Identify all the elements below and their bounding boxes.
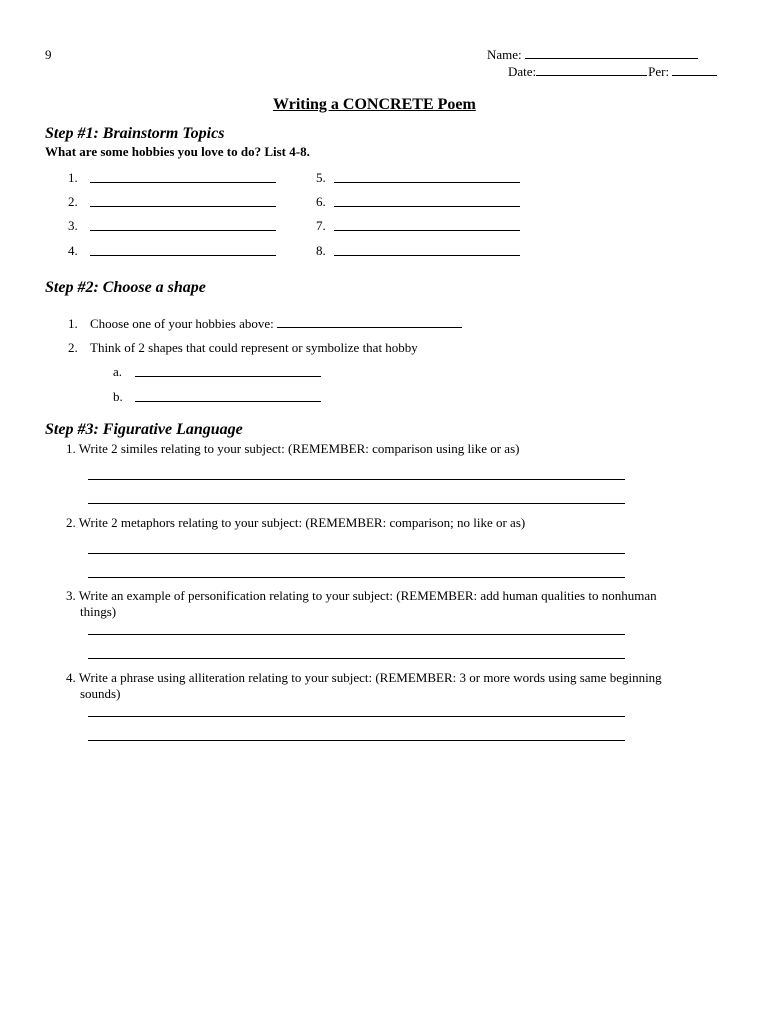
item-text: Choose one of your hobbies above: (90, 316, 274, 331)
list-item-number: 8. (316, 243, 326, 258)
name-blank[interactable] (525, 47, 698, 59)
list-item-number: 7. (316, 218, 326, 233)
answer-line[interactable] (88, 503, 625, 504)
answer-line[interactable] (88, 634, 625, 635)
item-text: Think of 2 shapes that could represent or symbolize that hobby (90, 340, 418, 355)
question-text: 2. Write 2 metaphors relating to your subject: (REMEMBER: comparison; no like or as) (66, 515, 526, 530)
date-blank[interactable] (536, 64, 647, 76)
step2-item-1 (68, 316, 462, 331)
name-field[interactable] (487, 47, 698, 62)
list-item-number: 6. (316, 194, 326, 209)
item-number: 2. (68, 340, 78, 355)
shape-blank-a[interactable] (135, 376, 321, 377)
hobby-blank-5[interactable] (334, 182, 520, 183)
item-number: 1. (68, 316, 78, 331)
answer-line[interactable] (88, 553, 625, 554)
name-label: Name: (487, 47, 522, 62)
hobby-blank-4[interactable] (90, 255, 276, 256)
hobby-blank-7[interactable] (334, 230, 520, 231)
step3-heading: Step #3: Figurative Language (45, 421, 243, 438)
hobby-blank-1[interactable] (90, 182, 276, 183)
hobby-blank-2[interactable] (90, 206, 276, 207)
per-blank[interactable] (672, 64, 717, 76)
chosen-hobby-blank[interactable] (277, 316, 462, 328)
per-label: Per: (648, 64, 670, 79)
list-item-number: 2. (68, 194, 78, 209)
page-title: Writing a CONCRETE Poem (273, 96, 476, 113)
sub-item-label: a. (113, 364, 123, 379)
question-text: 1. Write 2 similes relating to your subject: (REMEMBER: comparison using like or as) (66, 441, 520, 456)
question-text: 3. Write an example of personification relating to your subject: (REMEMBER: add human qualities to nonhuman (66, 588, 657, 603)
date-per-field[interactable] (508, 64, 717, 79)
answer-line[interactable] (88, 479, 625, 480)
step1-prompt: What are some hobbies you love to do? List 4-8. (45, 144, 310, 159)
answer-line[interactable] (88, 577, 625, 578)
list-item-number: 3. (68, 218, 78, 233)
list-item-number: 5. (316, 170, 326, 185)
step2-heading: Step #2: Choose a shape (45, 279, 206, 296)
page-number: 9 (45, 47, 52, 62)
list-item-number: 1. (68, 170, 78, 185)
answer-line[interactable] (88, 716, 625, 717)
step2-item-2 (68, 340, 418, 355)
date-label: Date: (508, 64, 537, 79)
question-text: 4. Write a phrase using alliteration relating to your subject: (REMEMBER: 3 or more words using same beginning (66, 670, 662, 685)
question-text-continued: things) (80, 604, 117, 619)
hobby-blank-3[interactable] (90, 230, 276, 231)
hobby-blank-8[interactable] (334, 255, 520, 256)
answer-line[interactable] (88, 658, 625, 659)
step1-heading: Step #1: Brainstorm Topics (45, 125, 225, 142)
list-item-number: 4. (68, 243, 78, 258)
shape-blank-b[interactable] (135, 401, 321, 402)
answer-line[interactable] (88, 740, 625, 741)
sub-item-label: b. (113, 389, 123, 404)
question-text-continued: sounds) (80, 686, 121, 701)
hobby-blank-6[interactable] (334, 206, 520, 207)
